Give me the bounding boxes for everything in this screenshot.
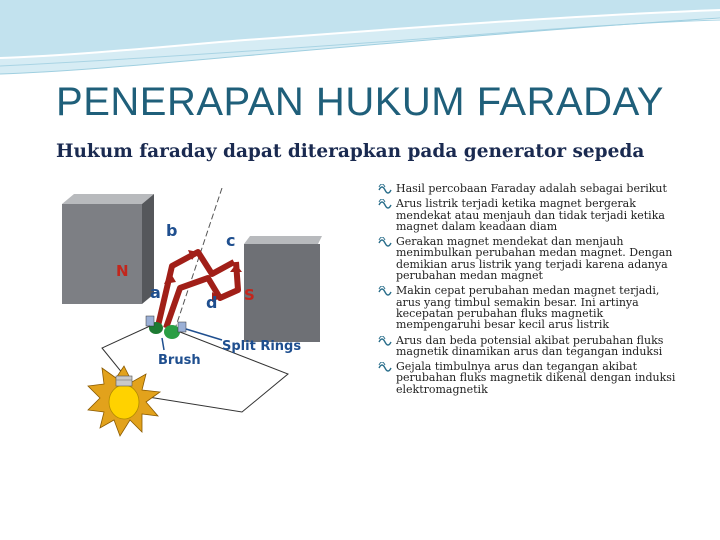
wave-bullet-icon (378, 199, 392, 209)
list-item (378, 198, 678, 232)
label-d: d (206, 293, 218, 312)
wave-bullet-icon (378, 362, 392, 372)
list-item (378, 335, 678, 358)
slide-subtitle: Hukum faraday dapat diterapkan pada generator sepeda (56, 141, 645, 162)
list-item (378, 361, 678, 395)
list-item (378, 236, 678, 281)
wire-loop (158, 252, 238, 328)
list-item (378, 183, 678, 194)
wave-bullet-icon (378, 336, 392, 346)
list-item (378, 285, 678, 330)
slide-title: PENERAPAN HUKUM FARADAY (56, 80, 664, 124)
light-bulb (88, 366, 160, 436)
list-item-text: Gejala timbulnya arus dan tegangan akibat perubahan fluks magnetik dikenal dengan induksi elektromagnetik (396, 360, 676, 396)
label-a: a (150, 283, 161, 302)
generator-diagram (62, 188, 322, 456)
list-item-text: Gerakan magnet mendekat dan menjauh menimbulkan perubahan medan magnet. Dengan demikian arus listrik yang terjadi karena adanya perubahan medan magnet (396, 235, 673, 283)
south-magnet (244, 236, 322, 342)
label-n: N (116, 262, 129, 280)
list-item-text: Hasil percobaan Faraday adalah sebagai berikut (396, 182, 667, 195)
wave-bullet-icon (378, 286, 392, 296)
wave-bullet-icon (378, 184, 392, 194)
label-b: b (166, 221, 178, 240)
top-wave-banner (0, 0, 720, 80)
label-brush: Brush (158, 353, 201, 368)
label-c: c (226, 231, 236, 250)
label-s: S (244, 286, 255, 304)
list-item-text: Arus listrik terjadi ketika magnet bergerak mendekat atau menjauh dan tidak terjadi ketika magnet dalam keadaan diam (396, 197, 665, 233)
list-item-text: Arus dan beda potensial akibat perubahan fluks magnetik dinamikan arus dan tegangan induksi (396, 333, 664, 358)
north-magnet (62, 194, 154, 304)
result-list (378, 183, 678, 399)
list-item-text: Makin cepat perubahan medan magnet terjadi, arus yang timbul semakin besar. Ini artinya kecepatan perubahan fluks magnetik mempengaruhi besar kecil arus listrik (396, 284, 660, 332)
wave-bullet-icon (378, 237, 392, 247)
label-split-rings: Split Rings (222, 339, 302, 354)
